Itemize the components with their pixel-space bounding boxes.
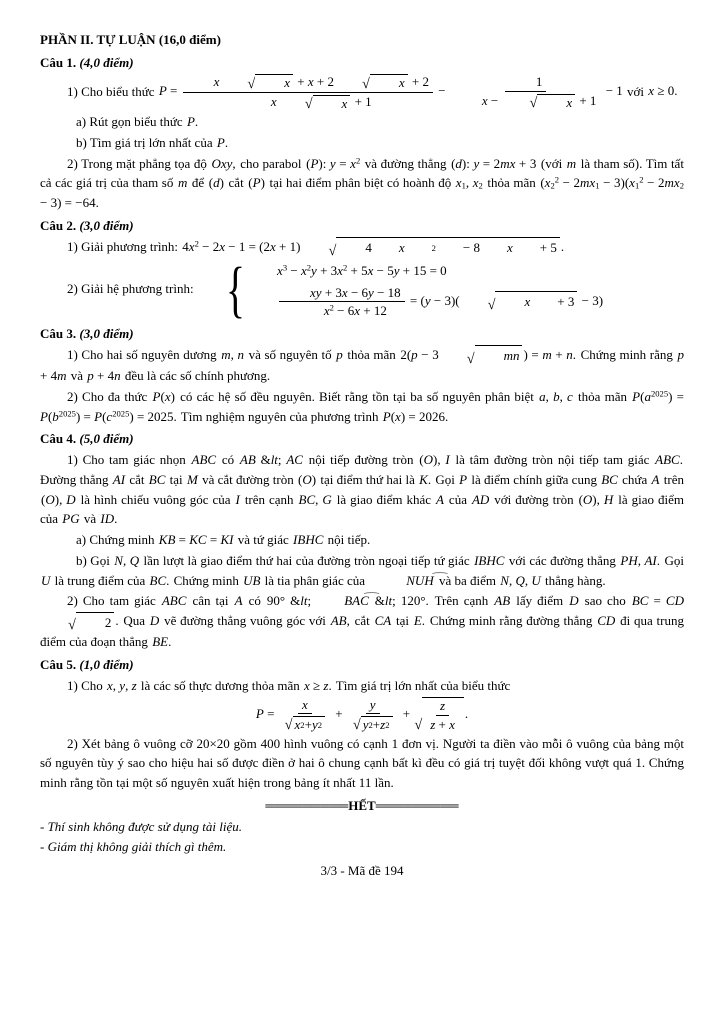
cau5-item2: 2) Xét bảng ô vuông cỡ 20×20 gồm 400 hình vuông có cạnh 1 đơn vị. Người ta điền vào mỗi ô vuông của bảng một số nguyên tùy ý sao cho hiệu hai số được điền ở hai ô chung cạnh bất kì đều có giá trị tuyệt đối không vượt quá 1. Chứng minh rằng tồn tại một số nguyên xuất hiện trong bảng ít nhất 11 lần. [40, 735, 684, 791]
cau3-item1: 1) Cho hai số nguyên dương m, n và số nguyên tố p thỏa mãn 2(p − 3 √ mn ) = m + n. Chứng minh rằng p + 4m và p + 4n đều là các số chính phương. [40, 346, 684, 384]
cau4-item1b: b) Gọi N, Q lần lượt là giao điểm thứ hai của đường tròn ngoại tiếp tứ giác IBHC với các đường thẳng PH, AI. Gọi U là trung điểm của BC. Chứng minh UB là tia phân giác của ⌢ NUH và ba điểm N, Q, U thẳng hàng. [40, 551, 684, 591]
cau5-heading: Câu 5. (1,0 điểm) [40, 657, 134, 673]
cau4-heading: Câu 4. (5,0 điểm) [40, 431, 134, 447]
section-title: PHẦN II. TỰ LUẬN (16,0 điểm) [40, 32, 221, 47]
cau1-item2: 2) Trong mặt phẳng tọa độ Oxy, cho parabol (P): $y = x^2$ và đường thẳng (d): y = 2mx + 3 (với m là tham số). Tìm tất cả các giá trị của tham số m để (d) cắt (P) tại hai điểm phân biệt có hoành độ $x_1$, $x_2$ thỏa mãn $(x_2^2 - 2mx_1 - 3)(x_1^2 - 2mx_2 - 3) = -64$. [40, 155, 684, 211]
exam-note-materials: - Thí sinh không được sử dụng tài liệu. [40, 818, 243, 834]
cau3-heading: Câu 3. (3,0 điểm) [40, 325, 134, 341]
cau5-item1: 1) Cho x, y, z là các số thực dương thỏa mãn x ≥ z. Tìm giá trị lớn nhất của biểu thức [67, 677, 511, 693]
cau1-heading: Câu 1. (4,0 điểm) [40, 54, 134, 70]
cau4-item1: 1) Cho tam giác nhọn ABC có AB &lt; AC nội tiếp đường tròn (O), I là tâm đường tròn nội tiếp tam giác ABC. Đường thẳng AI cắt BC tại M và cắt đường tròn (O) tại điểm thứ hai là K. Gọi P là điểm chính giữa cung BC chứa A trên (O), D là hình chiếu vuông góc của I trên cạnh BC, G là giao điểm khác A của AD với đường tròn (O), H là giao điểm của PG và ID. [40, 452, 684, 527]
cau3-item2: 2) Cho đa thức P(x) có các hệ số đều nguyên. Biết rằng tồn tại ba số nguyên phân biệt a, b, c thỏa mãn $P(a^{2025}) = P(b^{2025}) = P(c^{2025}) = 2025$. Tìm nghiệm nguyên của phương trình P(x) = 2026. [40, 388, 684, 424]
exam-note-proctor: - Giám thị không giải thích gì thêm. [40, 839, 227, 855]
cau2-item2-system: 2) Giải hệ phương trình: { $x^3 - x^2y + 3x^2 + 5x - 5y + 15 = 0$ $\frac{xy + 3x - 6y - 18}{x^2 - 6x + 12}$ = (y − 3)( √ x + 3 − 3) [67, 254, 604, 325]
cau4-item2: 2) Cho tam giác ABC cân tại A có 90° &lt; ⌢ BAC &lt; 120°. Trên cạnh AB lấy điểm D sao cho BC = CD √ 2 . Qua D vẽ đường thẳng vuông góc với AB, cắt CA tại E. Chứng minh rằng đường thẳng CD đi qua trung điểm của đoạn thẳng BE. [40, 591, 684, 652]
het-separator: ═════════HẾT═════════ [265, 797, 459, 813]
cau2-heading: Câu 2. (3,0 điểm) [40, 217, 134, 233]
cau1-item1b: b) Tìm giá trị lớn nhất của P. [76, 134, 229, 150]
cau2-item1: 1) Giải phương trình: $4x^2 - 2x - 1 = (2x + 1)$ √ 4 x 2 − 8 x + 5 . [67, 238, 565, 259]
cau5-display-formula: P = x √ x 2 + y 2 + y √ y 2 + z 2 + √ $\frac{z}{z + x}$ . [255, 696, 469, 734]
cau1-item1-formula: 1) Cho biểu thức P = x √ x + x + 2 √ x + 2 x √ x + 1 − 1 x − √ x + 1 − 1 với x ≥ 0. [67, 73, 678, 112]
page-number: 3/3 - Mã đề 194 [320, 863, 404, 879]
cau1-item1a: a) Rút gọn biểu thức P. [76, 114, 199, 130]
cau4-item1a: a) Chứng minh KB = KC = KI và tứ giác IBHC nội tiếp. [76, 532, 371, 548]
